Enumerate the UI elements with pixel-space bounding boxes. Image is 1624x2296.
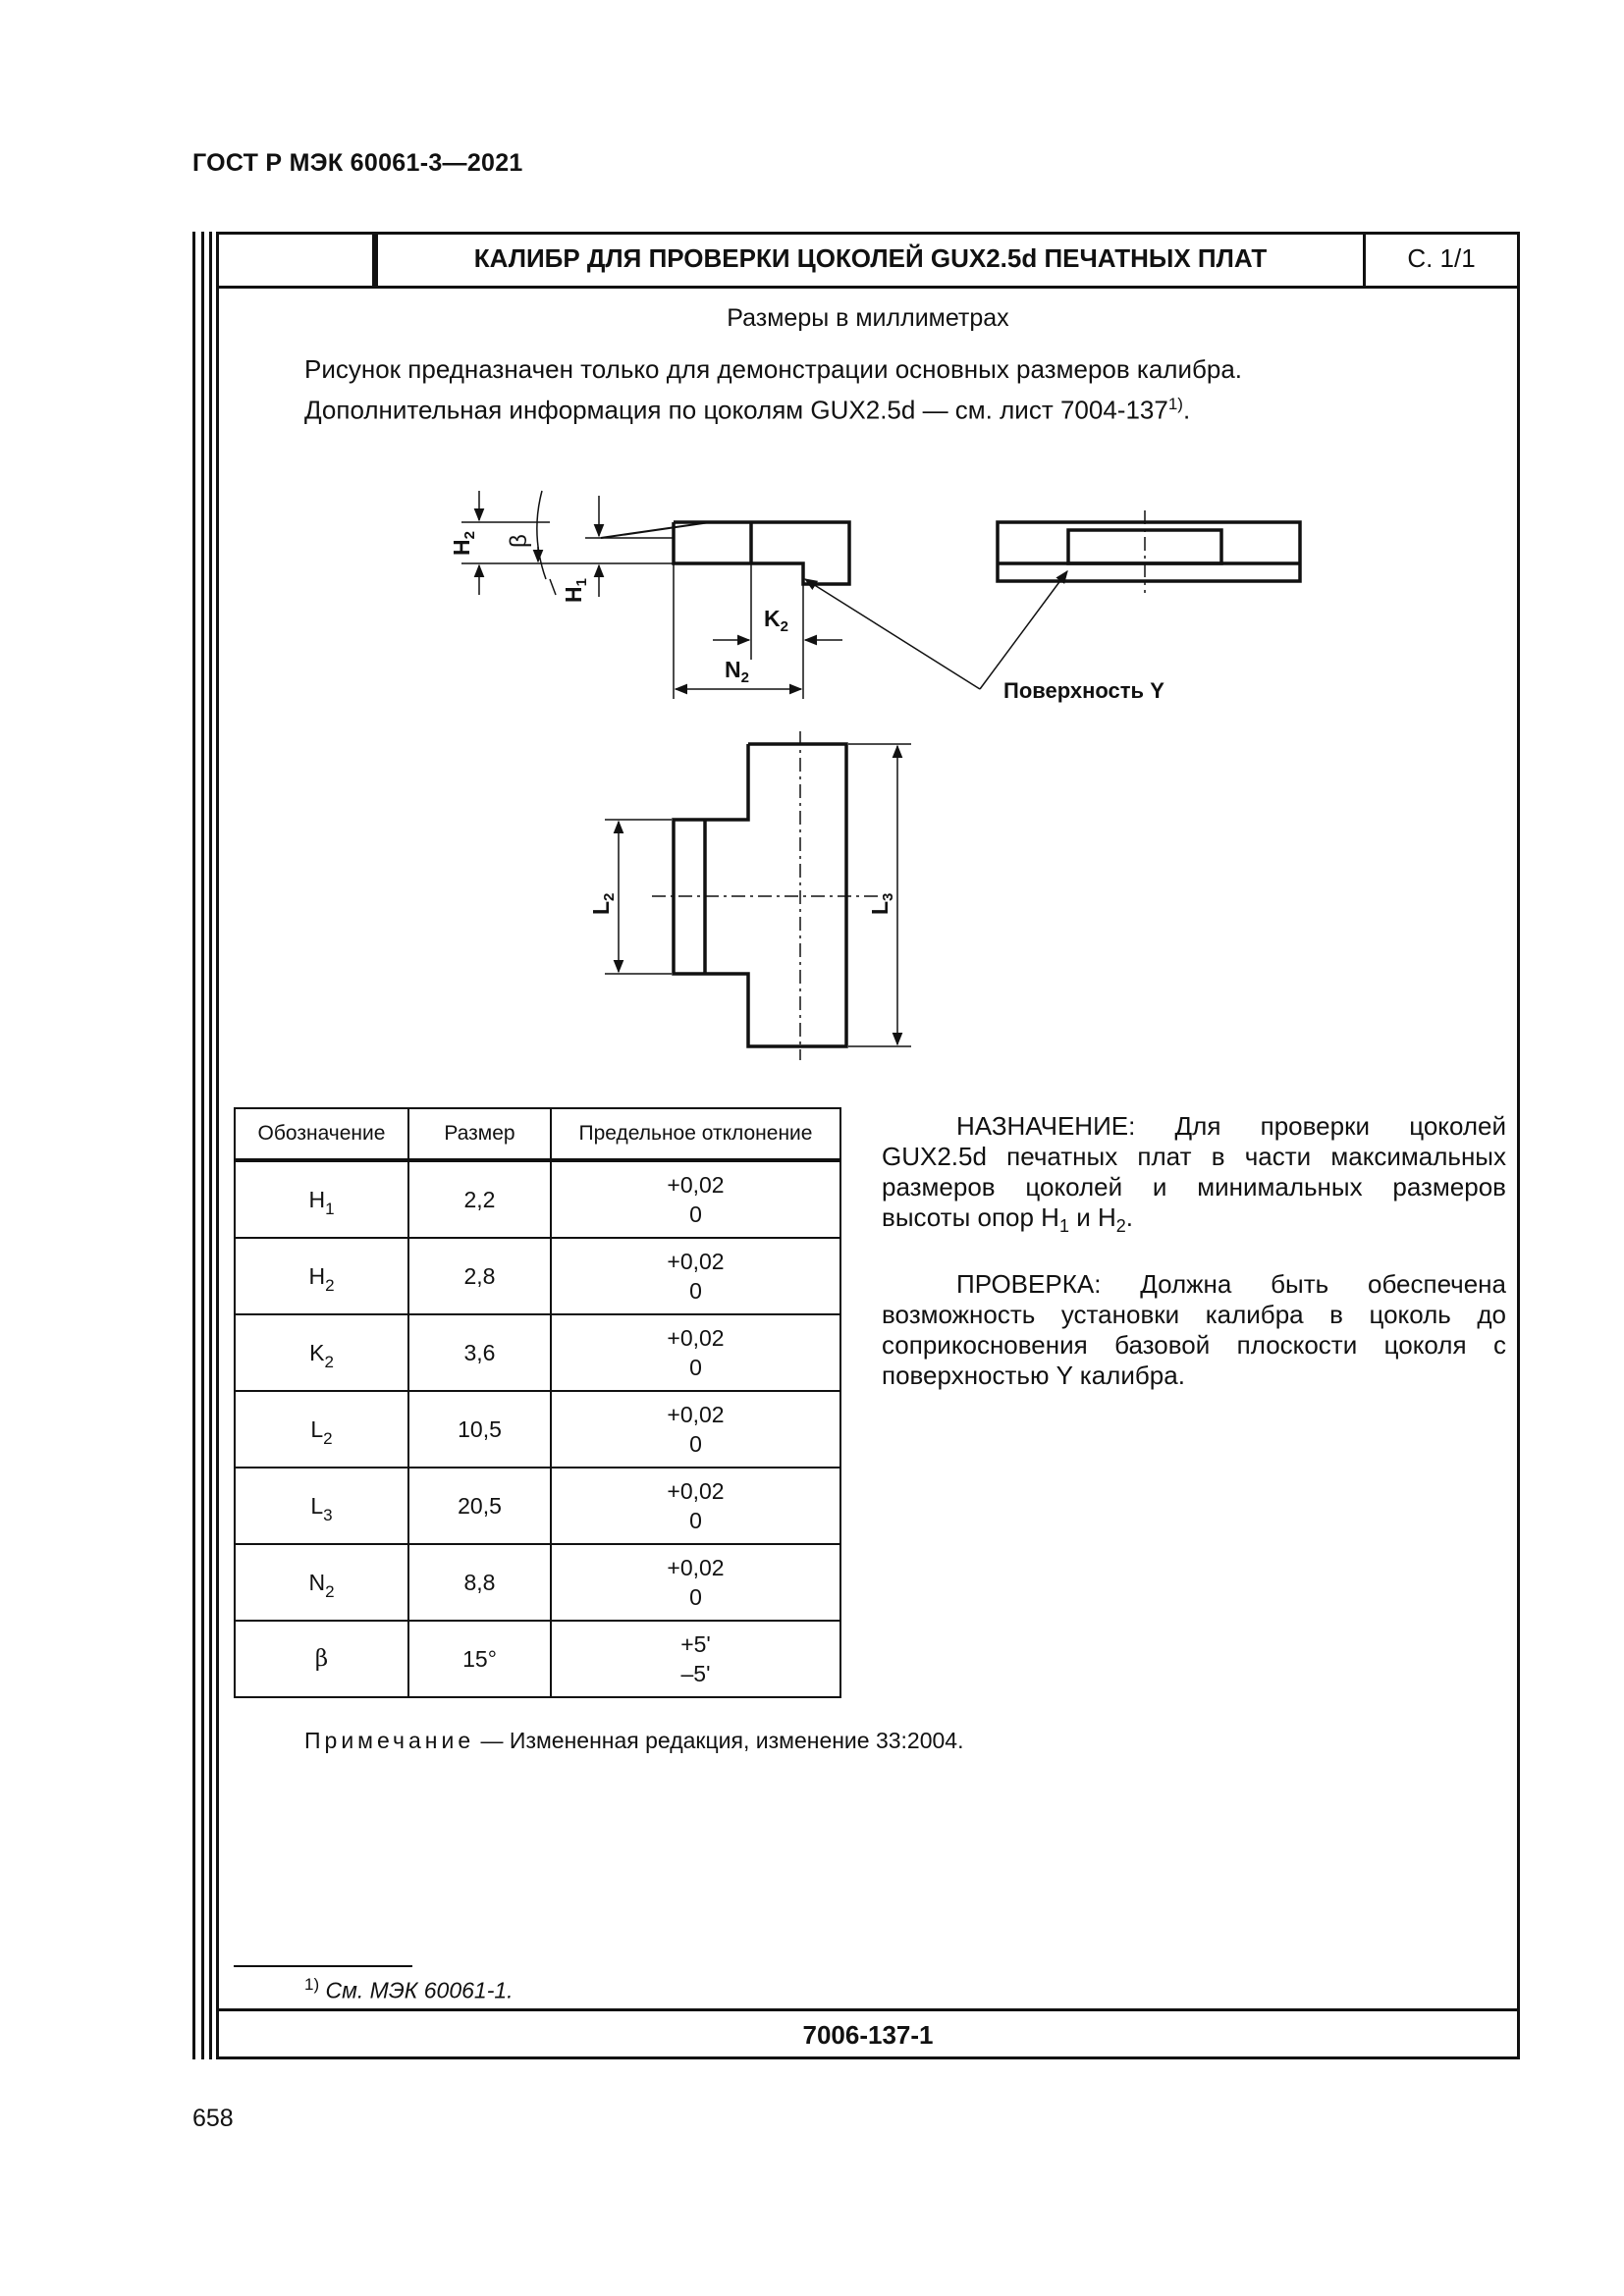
cell-symbol: $L_2$	[235, 1391, 408, 1468]
cell-deviation: +0,02 0	[551, 1160, 840, 1238]
sheet-number: 7006-137-1	[216, 2008, 1520, 2059]
note-text: — Измененная редакция, изменение 33:2004.	[474, 1728, 964, 1753]
page-number: 658	[192, 2105, 234, 2132]
check-paragraph: ПРОВЕРКА: Должна быть обеспечена возможность установки калибра в цоколь до соприкосновения базовой плоскости цоколя с поверхностью Y калибра.	[882, 1269, 1506, 1390]
label-h2: $H_2$	[449, 531, 478, 556]
cell-size: 15°	[408, 1621, 551, 1697]
note	[304, 1728, 964, 1754]
cell-deviation: +5' –5'	[551, 1621, 840, 1697]
cell-symbol: $H_2$	[235, 1238, 408, 1314]
sheet-title: КАЛИБР ДЛЯ ПРОВЕРКИ ЦОКОЛЕЙ GUX2.5d ПЕЧАТНЫХ ПЛАТ	[473, 243, 1268, 273]
table-row	[235, 1314, 840, 1391]
cell-symbol: $K_2$	[235, 1314, 408, 1391]
footnote-rule	[234, 1965, 412, 1967]
intro-text	[304, 351, 1483, 428]
table-row	[235, 1238, 840, 1314]
cell-deviation: +0,02 0	[551, 1238, 840, 1314]
gauge-drawing	[393, 461, 1355, 1070]
cell-symbol: $L_3$	[235, 1468, 408, 1544]
cell-symbol: $H_1$	[235, 1160, 408, 1238]
label-k2: $K_2$	[764, 606, 788, 635]
footnote: $^{1)}$ См. МЭК 60061-1.	[304, 1975, 514, 2003]
cell-deviation: +0,02 0	[551, 1544, 840, 1621]
footnote-ref[interactable]: 1)	[1167, 395, 1183, 413]
cell-deviation: +0,02 0	[551, 1468, 840, 1544]
cell-symbol: β	[235, 1621, 408, 1697]
table-row	[235, 1468, 840, 1544]
intro-line-2: Дополнительная информация по цоколям GUX2.5d — см. лист 7004-137$^{1)}$.	[304, 395, 1191, 425]
title-blank-cell	[216, 232, 375, 286]
purpose-text	[882, 1111, 1506, 1424]
cell-deviation: +0,02 0	[551, 1391, 840, 1468]
label-h1: $H_1$	[561, 578, 590, 603]
header-symbol: Обозначение	[235, 1108, 408, 1160]
header-deviation: Предельное отклонение	[551, 1108, 840, 1160]
cell-size: 3,6	[408, 1314, 551, 1391]
note-label: Примечание	[304, 1728, 475, 1753]
top-view-outline	[674, 744, 846, 1046]
table-row	[235, 1391, 840, 1468]
border-line	[209, 232, 212, 2059]
purpose-paragraph: НАЗНАЧЕНИЕ: Для проверки цоколей GUX2.5d печатных плат в части максимальных размеров цоколей и минимальных размеров высоты опор $H_1$ и $H_2$.	[882, 1111, 1506, 1236]
label-l2: $L_2$	[588, 892, 618, 915]
label-surface-y: Поверхность Y	[1003, 678, 1164, 703]
cell-symbol: $N_2$	[235, 1544, 408, 1621]
cell-size: 10,5	[408, 1391, 551, 1468]
standard-header: ГОСТ Р МЭК 60061-3—2021	[192, 149, 523, 177]
intro-line-1: Рисунок предназначен только для демонстрации основных размеров калибра.	[304, 354, 1243, 384]
label-beta: β	[506, 534, 532, 548]
header-size: Размер	[408, 1108, 551, 1160]
cell-size: 20,5	[408, 1468, 551, 1544]
dimension-table	[234, 1107, 841, 1698]
table-row	[235, 1160, 840, 1238]
table-row	[235, 1544, 840, 1621]
units-caption: Размеры в миллиметрах	[727, 304, 1009, 332]
cell-size: 2,2	[408, 1160, 551, 1238]
border-line	[201, 232, 204, 2059]
border-line	[192, 232, 195, 2059]
label-l3: $L_3$	[867, 892, 896, 915]
label-n2: $N_2$	[725, 657, 749, 686]
table-header-row	[235, 1108, 840, 1160]
cell-size: 2,8	[408, 1238, 551, 1314]
cell-deviation: +0,02 0	[551, 1314, 840, 1391]
table-row	[235, 1621, 840, 1697]
cell-size: 8,8	[408, 1544, 551, 1621]
sheet-page-ref: С. 1/1	[1407, 243, 1476, 273]
side-view-outline	[674, 522, 849, 584]
